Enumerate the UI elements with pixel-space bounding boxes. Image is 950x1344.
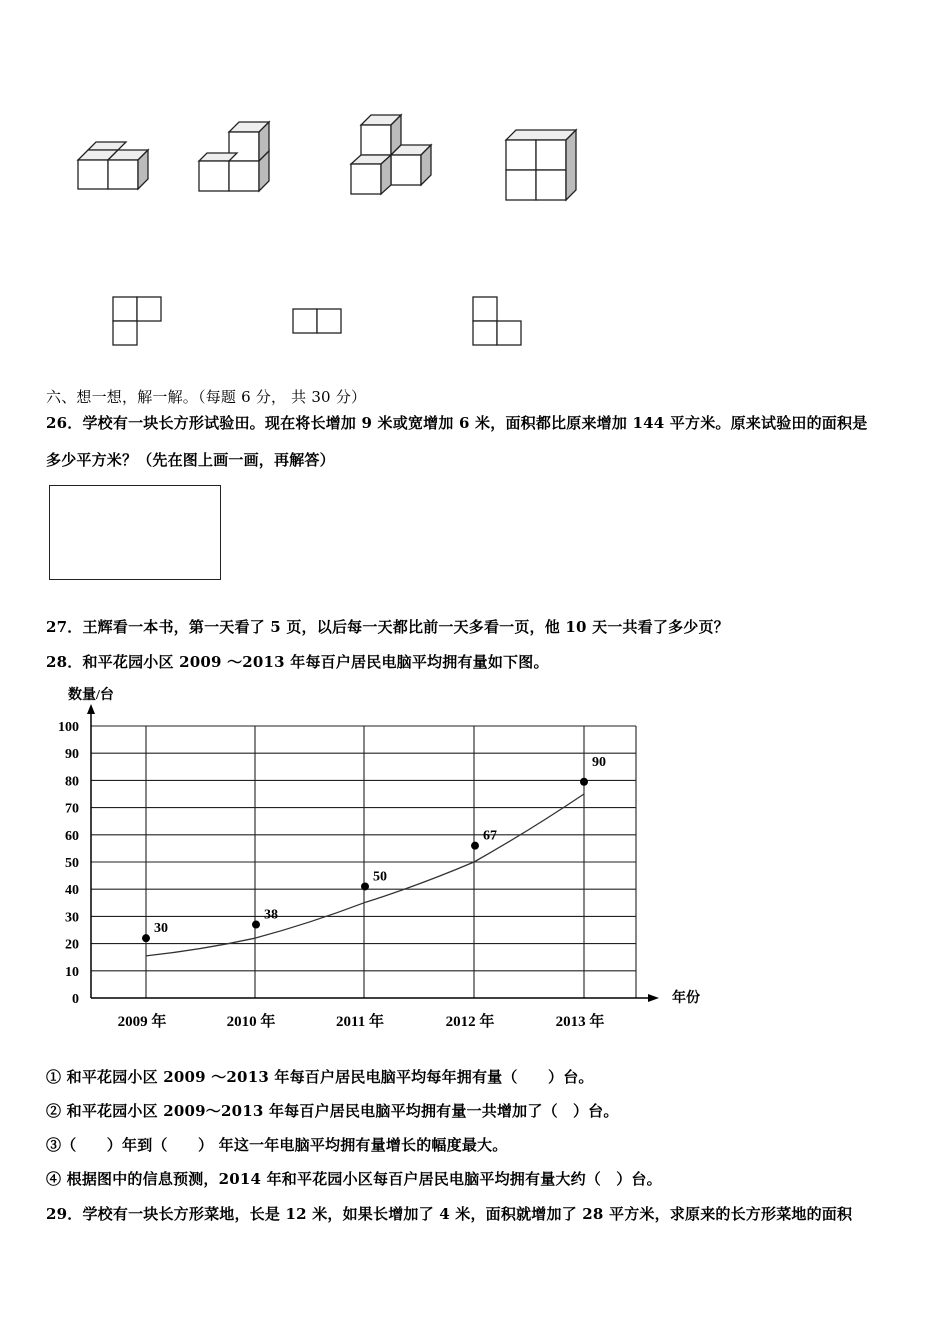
data-label: 67 bbox=[483, 828, 497, 844]
y-axis-arrow bbox=[87, 704, 95, 714]
x-axis-arrow bbox=[648, 994, 659, 1002]
data-label: 30 bbox=[154, 921, 168, 937]
y-axis-label: 数量/台 bbox=[68, 688, 114, 703]
question-28: 28．和平花园小区 2009 ～2013 年每百户居民电脑平均拥有量如下图。 bbox=[46, 653, 549, 671]
cube-figure-1 bbox=[78, 142, 148, 189]
question-28-sub-3: ③（ ）年到（ ） 年这一年电脑平均拥有量增长的幅度最大。 bbox=[46, 1136, 508, 1154]
x-axis-label: 年份 bbox=[672, 991, 700, 1006]
view-shape-1 bbox=[113, 297, 161, 345]
x-category-label: 2012 年 bbox=[445, 1014, 495, 1030]
y-tick-label: 60 bbox=[65, 828, 79, 844]
y-tick-label: 40 bbox=[65, 883, 79, 899]
data-point bbox=[580, 778, 588, 786]
y-tick-label: 70 bbox=[65, 801, 79, 817]
view-shape-2 bbox=[293, 309, 341, 333]
question-27: 27．王辉看一本书，第一天看了 5 页，以后每一天都比前一天多看一页，他 10 天一共看了多少页？ bbox=[46, 618, 729, 636]
y-tick-label: 20 bbox=[65, 937, 79, 953]
question-26-line-2: 多少平方米？（先在图上画一画，再解答） bbox=[46, 451, 335, 469]
question-28-sub-1: ① 和平花园小区 2009 ～2013 年每百户居民电脑平均每年拥有量（ ）台。 bbox=[46, 1068, 594, 1086]
section-heading: 六、想一想，解一解。（每题 6 分， 共 30 分） bbox=[46, 388, 367, 406]
y-tick-label: 80 bbox=[65, 774, 79, 790]
cube-figure-3 bbox=[351, 115, 431, 194]
y-tick-label: 100 bbox=[58, 720, 79, 735]
y-tick-label: 0 bbox=[72, 992, 79, 1007]
y-tick-label: 50 bbox=[65, 856, 79, 871]
y-tick-label: 90 bbox=[65, 747, 79, 763]
question-29: 29．学校有一块长方形菜地，长是 12 米，如果长增加了 4 米，面积就增加了 28 平方米，求原来的长方形菜地的面积 bbox=[46, 1205, 853, 1223]
cube-figure-4 bbox=[506, 130, 576, 200]
view-shape-3 bbox=[473, 297, 521, 345]
x-category-label: 2010 年 bbox=[226, 1014, 276, 1030]
x-category-label: 2011 年 bbox=[336, 1014, 384, 1030]
data-point bbox=[361, 882, 369, 890]
data-label: 50 bbox=[373, 869, 387, 885]
answer-rectangle bbox=[49, 485, 221, 580]
question-26-line-1: 26．学校有一块长方形试验田。现在将长增加 9 米或宽增加 6 米，面积都比原来增加 144 平方米。原来试验田的面积是 bbox=[46, 414, 868, 432]
question-28-sub-4: ④ 根据图中的信息预测，2014 年和平花园小区每百户居民电脑平均拥有量大约（ ）台。 bbox=[46, 1170, 662, 1188]
cube-figures bbox=[60, 100, 600, 360]
trend-line bbox=[146, 794, 584, 956]
x-category-label: 2013 年 bbox=[555, 1014, 605, 1030]
cube-figure-2 bbox=[199, 122, 269, 191]
data-label: 38 bbox=[264, 907, 278, 923]
data-point bbox=[471, 842, 479, 850]
question-28-sub-2: ② 和平花园小区 2009～2013 年每百户居民电脑平均拥有量一共增加了（ ）台。 bbox=[46, 1102, 619, 1120]
data-point bbox=[142, 934, 150, 942]
y-tick-label: 30 bbox=[65, 910, 79, 926]
y-tick-label: 10 bbox=[65, 964, 79, 980]
data-point bbox=[252, 921, 260, 929]
line-chart bbox=[40, 680, 720, 1040]
x-category-label: 2009 年 bbox=[117, 1014, 167, 1030]
data-label: 90 bbox=[592, 754, 606, 770]
